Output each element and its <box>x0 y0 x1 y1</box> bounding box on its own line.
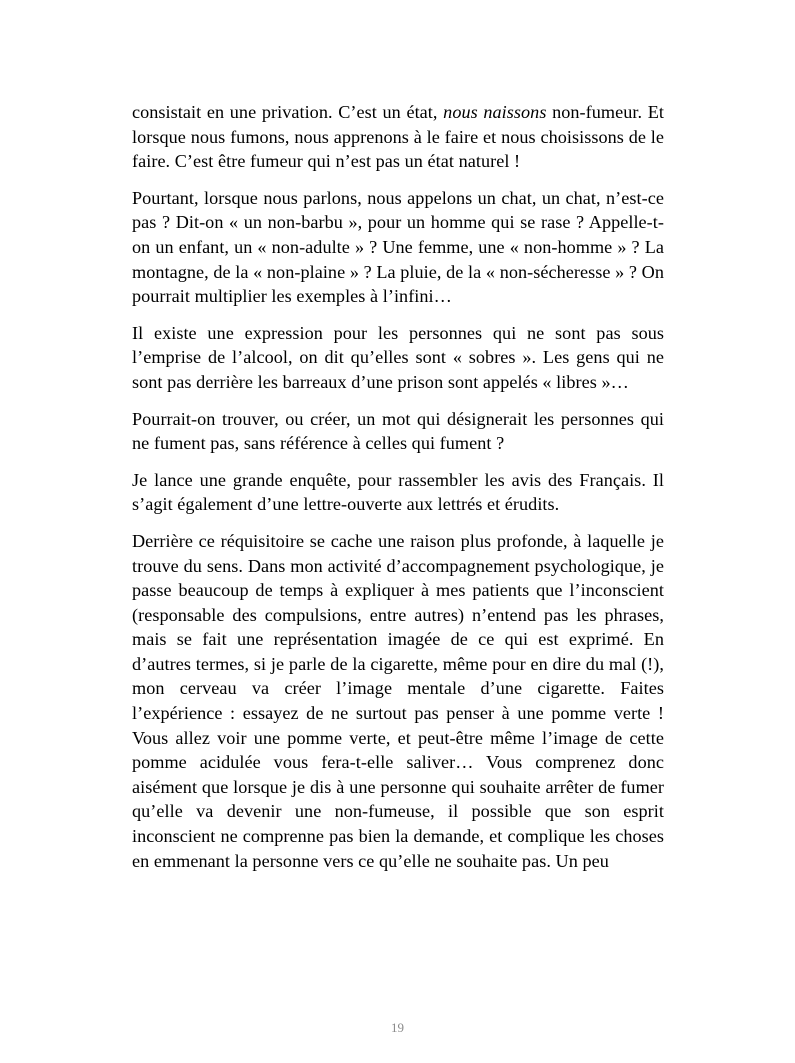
body-text <box>132 100 664 885</box>
paragraph-1-italic: nous naissons <box>443 102 547 122</box>
paragraph-2: Pourtant, lorsque nous parlons, nous appelons un chat, un chat, n’est-ce pas ? Dit-on « un non-barbu », pour un homme qui se rase ? Appelle-t-on un enfant, un « non-adulte » ? Une femme, une « non-homme » ? La montagne, de la « non-plaine » ? La pluie, de la « non-sécheresse » ? On pourrait multiplier les exemples à l’infini… <box>132 187 664 307</box>
paragraph-1 <box>132 100 664 174</box>
paragraph-6: Derrière ce réquisitoire se cache une raison plus profonde, à laquelle je trouve du sens. Dans mon activité d’accompagnement psychologique, je passe beaucoup de temps à expliquer à mes patients que l’inconscient (responsable des compulsions, entre autres) n’entend pas les phrases, mais se fait une représentation imagée de ce qui est exprimé. En d’autres termes, si je parle de la cigarette, même pour en dire du mal (!), mon cerveau va créer l’image mentale d’une cigarette. Faites l’expérience : essayez de ne surtout pas penser à une pomme verte ! Vous allez voir une pomme verte, et peut-être même l’image de cette pomme acidulée vous fera-t-elle saliver… Vous comprenez donc aisément que lorsque je dis à une personne qui souhaite arrêter de fumer qu’elle va devenir une non-fumeuse, il possible que son esprit inconscient ne comprenne pas bien la demande, et complique les choses en emmenant la personne vers ce qu’elle ne souhaite pas. Un peu <box>132 530 664 871</box>
paragraph-4: Pourrait-on trouver, ou créer, un mot qui désignerait les personnes qui ne fument pas, sans référence à celles qui fument ? <box>132 408 664 454</box>
paragraph-1-start: consistait en une privation. C’est un état, <box>132 102 444 122</box>
paragraph-1-end: non-fumeur. Et lorsque nous fumons, nous apprenons à le faire et nous choisissons de le faire. C’est être fumeur qui n’est pas un état naturel ! <box>132 102 664 172</box>
paragraph-3: Il existe une expression pour les personnes qui ne sont pas sous l’emprise de l’alcool, on dit qu’elles sont « sobres ». Les gens qui ne sont pas derrière les barreaux d’une prison sont appelés « libres »… <box>132 322 664 392</box>
page-number: 19 <box>391 1020 404 1035</box>
paragraph-5: Je lance une grande enquête, pour rassembler les avis des Français. Il s’agit également d’une lettre-ouverte aux lettrés et érudits. <box>132 469 664 515</box>
